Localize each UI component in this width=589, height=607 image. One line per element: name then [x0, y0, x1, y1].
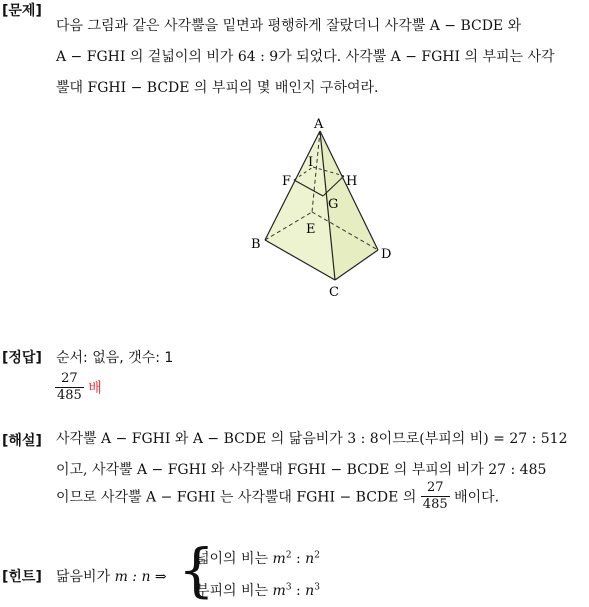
hint-brace: {: [178, 536, 215, 604]
hint-label: [힌트]: [2, 569, 42, 585]
hint-volume-exp-m: 3: [285, 582, 292, 593]
vertex-label-e: E: [306, 222, 316, 237]
answer-fraction-denominator: 485: [57, 388, 82, 403]
answer-fraction: [55, 371, 84, 404]
hint-area-sep: :: [291, 551, 306, 567]
problem-line-1: 다음 그림과 같은 사각뿔을 밑면과 평행하게 잘랐더니 사각뿔 A − BCDE 와: [56, 18, 522, 34]
explanation-line-3: [56, 480, 499, 513]
vertex-label-h: H: [346, 174, 358, 189]
answer-fraction-numerator: 27: [55, 371, 84, 388]
hint-area-row: [196, 548, 320, 568]
problem-label: [문제]: [2, 3, 42, 19]
hint-area-n: n: [305, 551, 315, 567]
hint-lead-line: [56, 566, 167, 586]
answer-value: [55, 371, 102, 404]
vertex-label-b: B: [251, 237, 261, 252]
vertex-label-c: C: [329, 285, 339, 300]
answer-label: [정답]: [2, 350, 42, 366]
vertex-label-a: A: [314, 117, 324, 132]
hint-volume-sep: :: [291, 583, 306, 599]
vertex-label-i: I: [308, 155, 314, 170]
vertex-label-f: F: [282, 174, 292, 189]
explanation-fraction-numerator: 27: [421, 480, 450, 497]
hint-area-text: 넓이의 비는: [196, 551, 269, 567]
vertex-label-g: G: [328, 197, 339, 212]
hint-volume-row: [196, 580, 320, 600]
explanation-line-3-before: 이므로 사각뿔 A − FGHI 는 사각뿔대 FGHI − BCDE 의: [56, 489, 417, 506]
hint-lead: 닮음비가: [56, 569, 111, 585]
hint-ratio: m : n ⇒: [114, 569, 167, 585]
explanation-line-1: 사각뿔 A − FGHI 와 A − BCDE 의 닮음비가 3 : 8이므로(부피의 비) = 27 : 512: [56, 431, 568, 447]
explanation-line-3-after: 배이다.: [454, 489, 500, 506]
hint-area-exp-n: 2: [314, 550, 320, 561]
hint-volume-text: 부피의 비는: [196, 583, 269, 599]
answer-unit: 배: [88, 380, 102, 397]
vertex-label-d: D: [381, 247, 392, 262]
explanation-fraction: [421, 480, 450, 513]
explanation-line-2: 이고, 사각뿔 A − FGHI 와 사각뿔대 FGHI − BCDE 의 부피의 비가 27 : 485: [56, 462, 547, 478]
hint-volume-n: n: [305, 583, 315, 599]
hint-area-m: m: [272, 551, 286, 567]
explanation-fraction-denominator: 485: [422, 497, 448, 512]
explanation-label: [해설]: [2, 433, 42, 449]
pyramid-figure: [240, 112, 410, 302]
problem-line-2: A − FGHI 의 겉넓이의 비가 64 : 9가 되었다. 사각뿔 A − FGHI 의 부피는 사각: [56, 49, 555, 65]
hint-volume-exp-n: 3: [314, 582, 320, 593]
hint-area-exp-m: 2: [285, 550, 292, 561]
hint-volume-m: m: [272, 583, 286, 599]
problem-line-3: 뿔대 FGHI − BCDE 의 부피의 몇 배인지 구하여라.: [56, 80, 379, 96]
answer-meta: 순서: 없음, 갯수: 1: [56, 350, 174, 366]
